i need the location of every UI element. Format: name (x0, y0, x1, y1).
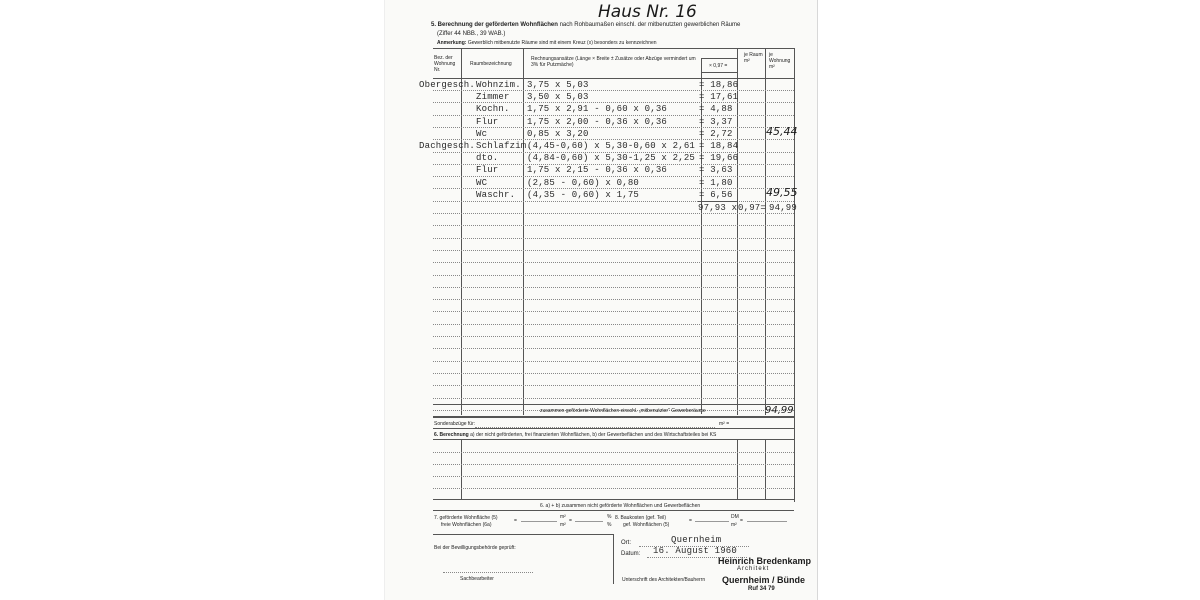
datum-value: 16. August 1960 (653, 546, 738, 556)
datum-label: Datum: (621, 551, 641, 557)
row-handwritten-total: 45,44 (766, 125, 798, 138)
note-text: Gewerblich mitbenutzte Räume sind mit einem Kreuz (x) besonders zu kennzeichnen (467, 40, 657, 46)
table-ruling (433, 336, 794, 337)
section6-title-bold: 6. Berechnung (434, 432, 469, 438)
sum-left: 97,93 x (698, 203, 738, 213)
table-header-bottom (433, 78, 794, 79)
table-ruling (433, 287, 794, 288)
section8-blank1 (695, 521, 729, 522)
table-ruling (433, 324, 794, 325)
row-room: WC (476, 178, 488, 188)
section7-m2-top: m² (560, 514, 566, 520)
table-top-border (433, 48, 794, 49)
row-calc: 3,75 x 5,03 (527, 80, 589, 90)
section6-header-line (433, 439, 794, 440)
section8-eq2: = (740, 518, 743, 524)
row-floor: Dachgesch. (419, 141, 476, 151)
table-ruling (433, 275, 794, 276)
col-header-rechnung: Rechnungsansätze (Länge × Breite ± Zusätze oder Abzüge vermindert um 3% für Putzmäche) (531, 56, 696, 68)
sachbearbeiter-line (443, 572, 533, 573)
stamp-phone: Ruf 34 79 (748, 586, 775, 592)
row-calc: 1,75 x 2,00 - 0,36 x 0,36 (527, 117, 668, 127)
behoerde-label: Bei der Bewilligungsbehörde geprüft: (434, 545, 516, 551)
unterschrift-label: Unterschrift des Architekten/Bauherrn (622, 577, 706, 583)
s6-col-1 (461, 439, 462, 499)
section6-title (434, 432, 716, 438)
section8-m2: m² (731, 522, 737, 528)
row-room: Schlafzim. (476, 141, 533, 151)
row-room: Flur (476, 117, 499, 127)
section7-eq2: = (569, 518, 572, 524)
s6-col-3 (737, 439, 738, 499)
row-calc: 1,75 x 2,91 - 0,60 x 0,36 (527, 104, 668, 114)
row-floor: Obergesch. (419, 80, 476, 90)
section8-blank2 (747, 521, 787, 522)
note-label: Anmerkung: (437, 40, 467, 46)
row-room: Zimmer (476, 92, 510, 102)
col-header-factor: × 0,97 = (709, 63, 728, 69)
section8-eq1: = (689, 518, 692, 524)
table-ruling (433, 373, 794, 374)
section7-blank2 (575, 521, 603, 522)
table-ruling (433, 213, 794, 214)
section5-title-rest: nach Rohbaumaßen einschl. der mitbenutzten gewerblichen Räume (559, 22, 741, 28)
section5-ref: (Ziffer 44 NBB., 39 WAB.) (437, 31, 506, 37)
table-ruling (433, 385, 794, 386)
table-ruling (433, 398, 794, 399)
section6-ruling (433, 488, 794, 489)
section6-title-rest: a) der nicht geförderten, frei finanzierten Wohnflächen, b) der Gewerbeflächen und des Wirtschaftsteiles bei KS (470, 432, 717, 438)
row-room: Flur (476, 165, 499, 175)
col-header-raum: Raumbezeichnung (470, 61, 512, 67)
col-header-wohnung: Bez. der Wohnung Nr. (434, 55, 456, 73)
section8-line1: 8. Baukosten (gef. Teil) (615, 515, 667, 521)
stamp-name: Heinrich Bredenkamp (718, 556, 812, 566)
section6-ruling (433, 476, 794, 477)
section8-dm: DM (731, 514, 739, 520)
s6-col-4 (765, 439, 766, 499)
row-calc: 3,50 x 5,03 (527, 92, 589, 102)
table-ruling (433, 238, 794, 239)
table-ruling (433, 188, 794, 189)
section5-title-bold: 5. Berechnung der geförderten Wohnflächen (431, 22, 558, 28)
factor-box-bottom (701, 72, 737, 73)
factor-box-top (701, 58, 737, 59)
zusammen-value: 94,99 (765, 405, 794, 416)
stamp-place: Quernheim / Bünde (722, 575, 806, 585)
table-ruling (433, 115, 794, 116)
col-divider-3 (737, 48, 738, 415)
behoerde-right (613, 534, 614, 584)
section7-line2: freie Wohnflächen (6a) (441, 522, 492, 528)
table-ruling (433, 176, 794, 177)
row-result: = 18,84 (699, 141, 739, 151)
ort-label: Ort: (621, 540, 631, 546)
row-result: = 17,61 (699, 92, 739, 102)
section7-m2-bottom: m² (560, 522, 566, 528)
section6-ruling (433, 464, 794, 465)
row-calc: (4,84-0,60) x 5,30-1,25 x 2,25 (527, 153, 696, 163)
section6-top (433, 428, 794, 429)
col-divider-2 (523, 48, 524, 415)
row-calc: 1,75 x 2,15 - 0,36 x 0,36 (527, 165, 668, 175)
section8-line2: gef. Wohnflächen (5) (623, 522, 670, 528)
sonderabzuege-unit: m² = (719, 421, 730, 427)
row-result: = 1,80 (699, 178, 733, 188)
row-room: Waschr. (476, 190, 516, 200)
zusammen-label: zusammen geförderte Wohnflächen einschl. „mitbenutzter" Gewerberäume (540, 408, 706, 414)
col-header-je-wohnung: je Wohnung m² (769, 52, 791, 70)
row-room: Wohnzim. (476, 80, 521, 90)
sum-factor: 0,97= (738, 203, 767, 213)
table-ruling (433, 90, 794, 91)
section7-pct-bottom: % (607, 522, 612, 528)
table-ruling (433, 250, 794, 251)
row-result: = 3,37 (699, 117, 733, 127)
row-result: = 2,72 (699, 129, 733, 139)
table-ruling (433, 262, 794, 263)
table-ruling (433, 348, 794, 349)
table-ruling (433, 311, 794, 312)
row-calc: (4,45-0,60) x 5,30-0,60 x 2,61 (527, 141, 696, 151)
section5-title (431, 22, 740, 28)
row-handwritten-total: 49,55 (766, 186, 798, 199)
row-calc: 0,85 x 3,20 (527, 129, 589, 139)
row-calc: (4,35 - 0,60) x 1,75 (527, 190, 640, 200)
sachbearbeiter-label: Sachbearbeiter (460, 576, 494, 582)
row-result: = 19,66 (699, 153, 739, 163)
ort-value: Quernheim (671, 535, 722, 545)
table-ruling (433, 102, 794, 103)
section7-pct-top: % (607, 514, 612, 520)
row-room: dto. (476, 153, 499, 163)
document-page (384, 0, 818, 600)
section6-footer-line (433, 510, 794, 511)
row-result: = 3,63 (699, 165, 733, 175)
table-ruling (433, 361, 794, 362)
row-room: Kochn. (476, 104, 510, 114)
section7-blank1 (521, 521, 557, 522)
handwritten-house-number: Haus Nr. 16 (598, 2, 697, 22)
row-result: = 6,56 (699, 190, 733, 200)
behoerde-top (433, 534, 613, 535)
row-room: Wc (476, 129, 488, 139)
row-result: = 18,86 (699, 80, 739, 90)
sonderabzuege-label: Sonderabzüge für: (434, 421, 476, 427)
row-result: = 4,88 (699, 104, 733, 114)
section6-footer: 6. a) + b) zusammen nicht geförderte Wohnflächen und Gewerbeflächen (540, 503, 701, 509)
table-ruling (433, 225, 794, 226)
col-divider-4 (765, 48, 766, 415)
col-header-je-raum: je Raum m² (744, 52, 763, 64)
row-calc: (2,85 - 0,60) x 0,80 (527, 178, 640, 188)
stamp-title: Architekt (737, 566, 770, 572)
table-ruling (433, 139, 794, 140)
section6-ruling (433, 452, 794, 453)
table-ruling (433, 299, 794, 300)
zusammen-bottom (433, 416, 794, 418)
section7-eq1: = (514, 518, 517, 524)
col-divider-1 (461, 48, 462, 415)
section6-bottom (433, 499, 794, 500)
sum-total: 94,99 (769, 203, 798, 213)
col-divider-right (794, 48, 795, 502)
zusammen-top (433, 404, 794, 405)
sum-underline (698, 201, 738, 202)
section7-line1: 7. geförderte Wohnfläche (5) (434, 515, 498, 521)
table-ruling (433, 127, 794, 128)
section5-note (437, 40, 657, 46)
table-ruling (433, 201, 794, 202)
